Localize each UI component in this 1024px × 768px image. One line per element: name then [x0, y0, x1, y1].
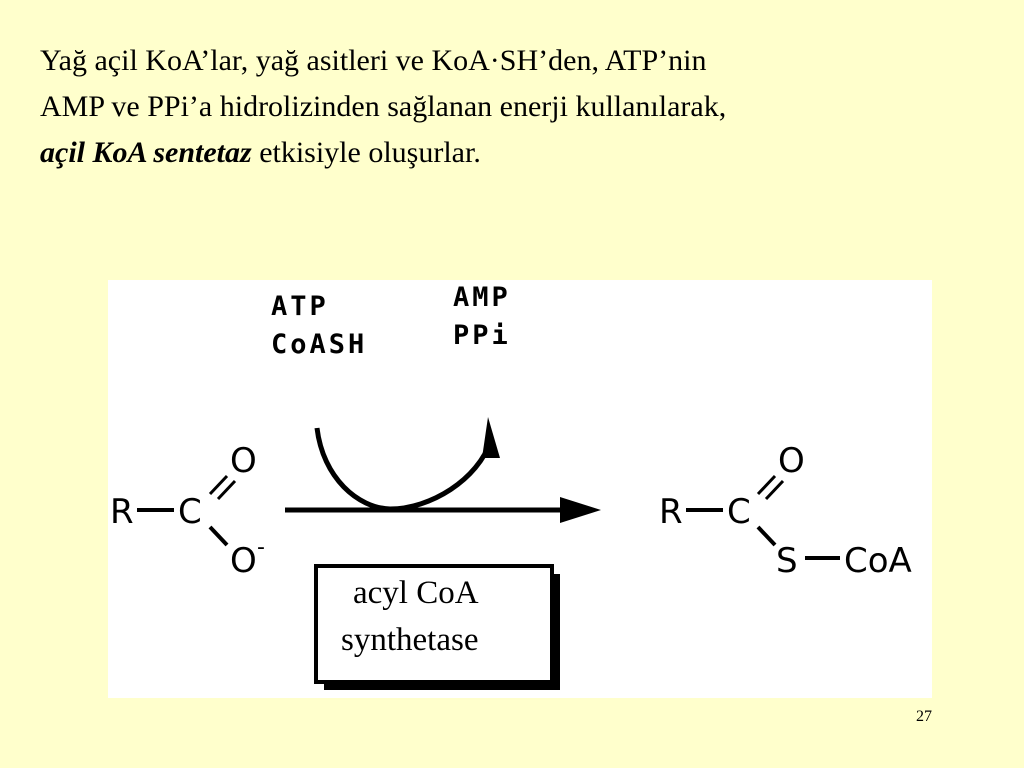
product-c: C — [727, 492, 751, 532]
reactant-o-double: O — [230, 441, 257, 481]
product-coa: CoA — [844, 541, 912, 581]
reaction-svg — [108, 280, 932, 698]
reaction-diagram — [108, 280, 932, 698]
reactant-r: R — [110, 492, 134, 532]
enzyme-label-line-2: synthetase — [341, 622, 479, 658]
reaction-arrowhead — [560, 497, 601, 523]
output-amp: AMP — [453, 282, 511, 313]
curved-arrowhead — [482, 417, 500, 458]
input-atp: ATP — [271, 291, 329, 322]
reactant-charge: - — [257, 535, 265, 560]
input-coash: CoASH — [271, 329, 368, 360]
product-o-double: O — [778, 441, 805, 481]
output-ppi: PPi — [453, 320, 511, 351]
enzyme-name-emphasis: açil KoA sentetaz — [40, 136, 252, 169]
enzyme-label-line-1: acyl CoA — [353, 575, 479, 611]
product-bond-cs — [758, 527, 775, 545]
slide-text — [40, 38, 1000, 176]
text-line-3-rest: etkisiyle oluşurlar. — [251, 136, 481, 169]
text-line-1: Yağ açil KoA’lar, yağ asitleri ve KoA·SH’den, ATP’nin — [40, 44, 707, 77]
reactant-single-bond — [210, 527, 227, 545]
reactant-c: C — [178, 492, 202, 532]
text-line-3 — [40, 130, 1000, 176]
product-s: S — [776, 541, 798, 581]
text-line-2: AMP ve PPi’a hidrolizinden sağlanan enerji kullanılarak, — [40, 90, 727, 123]
curved-arrow — [317, 428, 491, 509]
reactant-o-single: O — [230, 541, 257, 581]
page-number: 27 — [916, 708, 932, 725]
product-r: R — [659, 492, 683, 532]
